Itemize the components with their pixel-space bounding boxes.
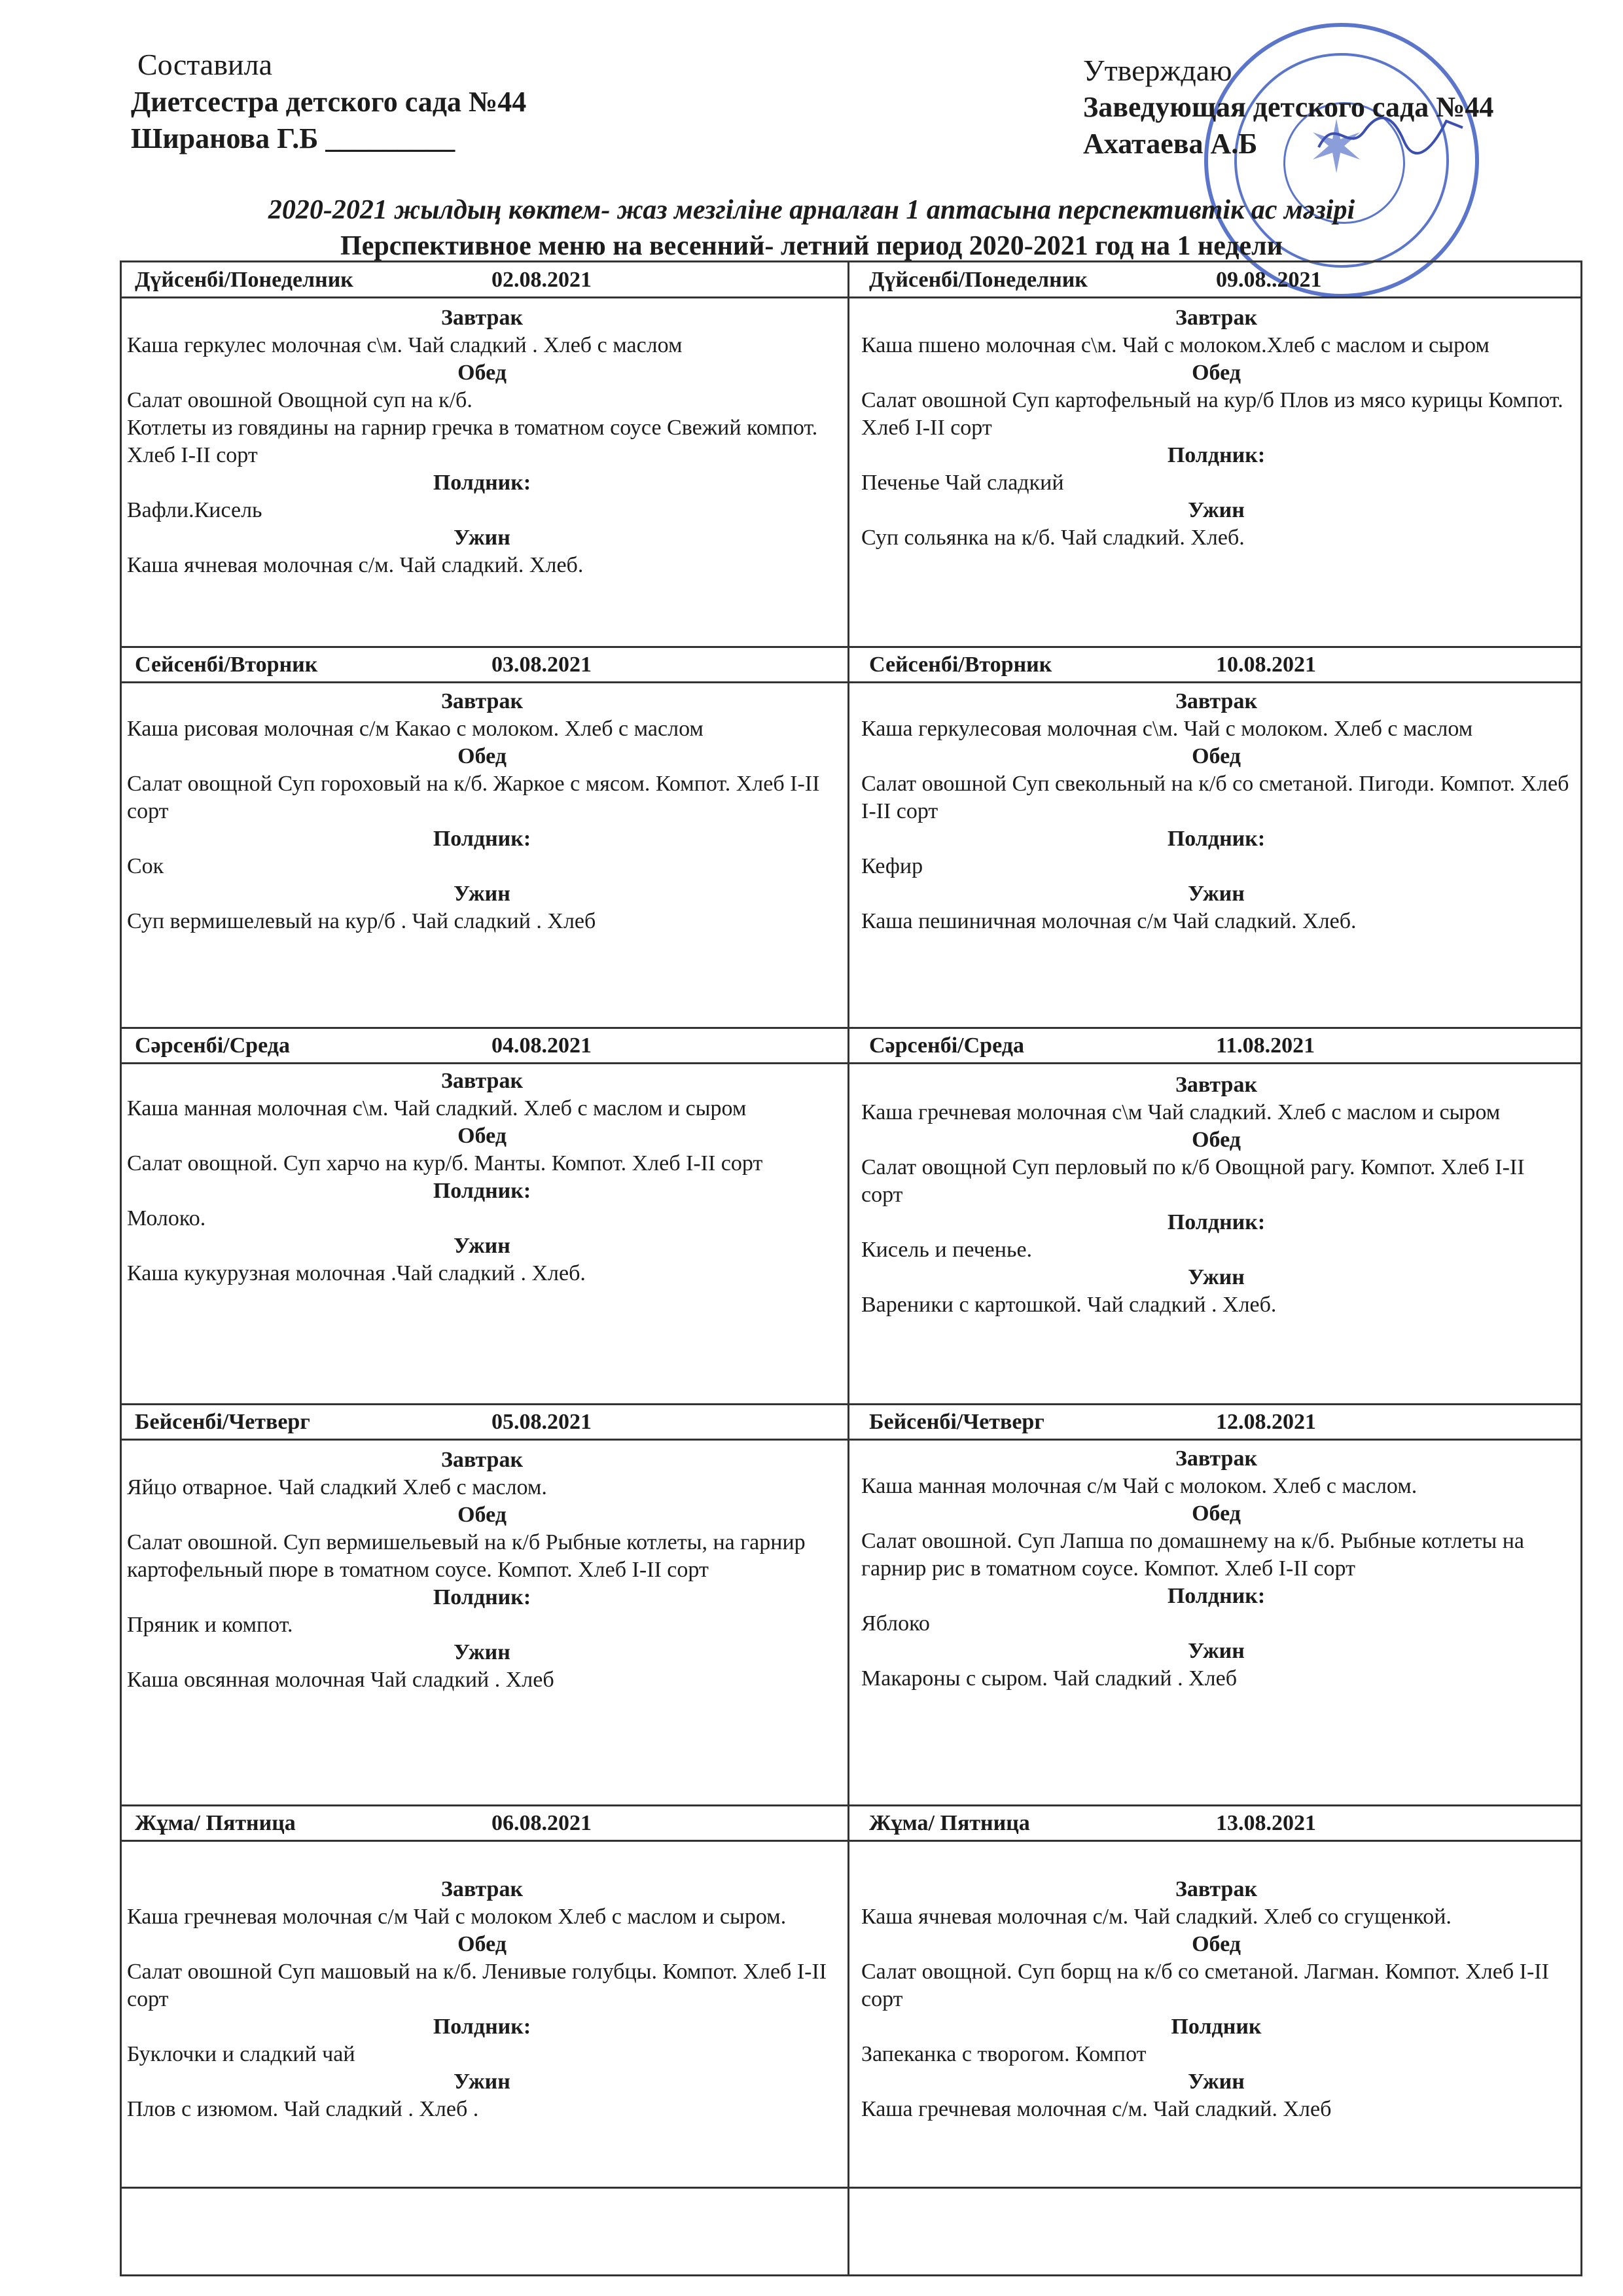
meal-dishes: Кефир — [861, 854, 923, 878]
meal-heading: Полдник: — [1167, 1210, 1266, 1234]
day-date: 11.08.2021 — [1216, 1033, 1315, 1058]
day-name: Жұма/ Пятница — [135, 1811, 296, 1835]
day-date: 13.08.2021 — [1216, 1811, 1316, 1835]
meal-heading: Обед — [457, 361, 507, 385]
day-date: 06.08.2021 — [491, 1811, 592, 1835]
compiler-name: Ширанова Г.Б _________ — [131, 122, 455, 154]
day-header-divider — [122, 1840, 1580, 1842]
compiled-by-block — [131, 46, 785, 157]
meal-heading: Полдник: — [433, 471, 531, 495]
day-name: Сәрсенбі/Среда — [135, 1033, 290, 1058]
meal-dishes: Яблоко — [861, 1611, 930, 1636]
day-date: 12.08.2021 — [1216, 1410, 1316, 1434]
meal-dishes: Салат овощной. Суп харчо на кур/б. Манты. Компот. Хлеб I-II сорт — [127, 1151, 763, 1175]
meal-heading: Ужин — [454, 1640, 510, 1664]
meal-heading: Ужин — [1188, 1639, 1245, 1663]
meal-dishes: Салат овошной. Суп Лапша по домашнему на к/б. Рыбные котлеты на гарнир рис в томатном соусе. Компот. Хлеб I-II сорт — [861, 1529, 1525, 1581]
day-menu-cell — [127, 304, 837, 579]
meal-dishes: Каша овсянная молочная Чай сладкий . Хлеб — [127, 1668, 554, 1692]
day-name: Бейсенбі/Четверг — [869, 1410, 1044, 1434]
meal-heading: Ужин — [454, 2070, 510, 2094]
day-date: 10.08.2021 — [1216, 653, 1316, 677]
day-name: Сейсенбі/Вторник — [869, 653, 1052, 677]
day-date: 04.08.2021 — [491, 1033, 592, 1058]
meal-heading: Завтрак — [440, 1448, 524, 1472]
meal-dishes: Каша манная молочная с\м. Чай сладкий. Хлеб с маслом и сыром — [127, 1096, 747, 1121]
day-menu-cell — [127, 1876, 837, 2123]
meal-dishes: Печенье Чай сладкий — [861, 471, 1064, 495]
meal-heading: Ужин — [1188, 498, 1245, 522]
meal-dishes: Каша пешиничная молочная с/м Чай сладкий. Хлеб. — [861, 909, 1357, 933]
meal-dishes: Каша ячневая молочная с/м. Чай сладкий. Хлеб. — [127, 553, 584, 577]
meal-dishes: Вареники с картошкой. Чай сладкий . Хлеб. — [861, 1293, 1277, 1317]
meal-dishes: Каша гречневая молочная с\м Чай сладкий. Хлеб с маслом и сыром — [861, 1100, 1501, 1124]
meal-heading: Обед — [457, 744, 507, 768]
column-divider — [847, 262, 849, 2274]
day-menu-cell — [127, 1446, 837, 1694]
meal-heading: Ужин — [454, 526, 510, 550]
day-menu-cell — [861, 1445, 1571, 1693]
meal-dishes: Каша кукурузная молочная .Чай сладкий . Хлеб. — [127, 1261, 586, 1285]
day-menu-cell — [861, 688, 1571, 935]
meal-heading: Полдник: — [433, 2015, 531, 2039]
meal-heading: Обед — [1192, 1501, 1241, 1526]
meal-dishes: Яйцо отварное. Чай сладкий Хлеб с маслом. — [127, 1475, 547, 1499]
day-header — [869, 1032, 1566, 1060]
meal-dishes: Сок — [127, 854, 164, 878]
day-name: Сәрсенбі/Среда — [869, 1033, 1024, 1058]
meal-heading: Завтрак — [440, 689, 524, 713]
menu-table — [120, 260, 1582, 2276]
meal-dishes: Каша геркулес молочная с\м. Чай сладкий . Хлеб с маслом — [127, 333, 683, 357]
day-header-divider — [122, 1439, 1580, 1441]
day-date: 05.08.2021 — [491, 1410, 592, 1434]
approved-by-block — [1083, 52, 1594, 162]
meal-heading: Обед — [1192, 1932, 1241, 1956]
day-header — [135, 266, 832, 294]
meal-heading: Завтрак — [1175, 1446, 1258, 1471]
meal-heading: Полдник: — [433, 827, 531, 851]
meal-dishes: Салат овошной Суп свекольный на к/б со сметаной. Пигоди. Компот. Хлеб I-II сорт — [861, 772, 1569, 823]
day-header — [869, 266, 1566, 294]
meal-heading: Завтрак — [1175, 1877, 1258, 1901]
meal-dishes: Суп сольянка на к/б. Чай сладкий. Хлеб. — [861, 526, 1245, 550]
meal-dishes: Салат овощной Суп гороховый на к/б. Жаркое с мясом. Компот. Хлеб I-II сорт — [127, 772, 820, 823]
meal-heading: Завтрак — [440, 1069, 524, 1093]
day-date: 02.08.2021 — [491, 268, 592, 292]
meal-heading: Ужин — [1188, 2070, 1245, 2094]
meal-heading: Ужин — [1188, 882, 1245, 906]
meal-dishes: Салат овощной Суп перловый по к/б Овощной рагу. Компот. Хлеб I-II сорт — [861, 1155, 1525, 1207]
meal-dishes: Кисель и печенье. — [861, 1238, 1033, 1262]
meal-dishes: Буклочки и сладкий чай — [127, 2042, 355, 2066]
meal-dishes: Молоко. — [127, 1206, 206, 1230]
page-title-kazakh: 2020-2021 жылдың көктем- жаз мезгіліне арналған 1 аптасына перспективтік ас мәзірі — [268, 195, 1355, 225]
meal-heading: Полдник: — [1167, 1584, 1266, 1608]
meal-heading: Завтрак — [440, 306, 524, 330]
meal-heading: Завтрак — [1175, 306, 1258, 330]
day-name: Бейсенбі/Четверг — [135, 1410, 310, 1434]
meal-heading: Обед — [1192, 744, 1241, 768]
day-menu-cell — [127, 688, 837, 935]
meal-heading: Полдник — [1171, 2015, 1262, 2039]
meal-dishes: Пряник и компот. — [127, 1613, 293, 1637]
approver-name: Ахатаева А.Б — [1083, 128, 1258, 160]
row-divider — [122, 2187, 1580, 2189]
meal-dishes: Каша гречневая молочная с/м Чай с молоком Хлеб с маслом и сыром. — [127, 1905, 787, 1929]
day-date: 09.08..2021 — [1216, 268, 1322, 292]
meal-dishes: Вафли.Кисель — [127, 498, 262, 522]
meal-heading: Полдник: — [1167, 443, 1266, 467]
meal-dishes: Салат овощной. Суп борщ на к/б со сметаной. Лагман. Компот. Хлеб I-II сорт — [861, 1960, 1549, 2011]
day-header-divider — [122, 1062, 1580, 1064]
row-divider — [122, 1027, 1580, 1029]
day-header — [869, 651, 1566, 679]
day-name: Дүйсенбі/Понеделник — [869, 268, 1088, 292]
compiler-position: Диетсестра детского сада №44 — [131, 86, 527, 118]
meal-heading: Полдник: — [1167, 827, 1266, 851]
meal-heading: Обед — [457, 1932, 507, 1956]
day-menu-cell — [861, 1876, 1571, 2123]
meal-dishes: Каша пшено молочная с\м. Чай с молоком.Хлеб с маслом и сыром — [861, 333, 1489, 357]
day-menu-cell — [127, 1067, 837, 1287]
meal-dishes: Запеканка с творогом. Компот — [861, 2042, 1147, 2066]
approver-position: Заведующая детского сада №44 — [1083, 91, 1494, 123]
meal-dishes: Каша ячневая молочная с/м. Чай сладкий. Хлеб со сгущенкой. — [861, 1905, 1452, 1929]
day-name: Дүйсенбі/Понеделник — [135, 268, 353, 292]
approved-by-caption: Утверждаю — [1083, 54, 1232, 87]
meal-dishes: Суп вермишелевый на кур/б . Чай сладкий . Хлеб — [127, 909, 596, 933]
day-header-divider — [122, 296, 1580, 298]
day-menu-cell — [861, 1071, 1571, 1319]
day-header — [135, 1810, 832, 1837]
meal-dishes: Макароны с сыром. Чай сладкий . Хлеб — [861, 1666, 1237, 1691]
meal-dishes: Каша геркулесовая молочная с\м. Чай с молоком. Хлеб с маслом — [861, 717, 1473, 741]
day-header — [135, 1408, 832, 1436]
day-header-divider — [122, 681, 1580, 683]
meal-heading: Ужин — [454, 1234, 510, 1258]
meal-heading: Завтрак — [1175, 689, 1258, 713]
meal-dishes: Плов с изюмом. Чай сладкий . Хлеб . — [127, 2097, 479, 2121]
compiled-by-caption: Составила — [137, 48, 273, 81]
meal-heading: Обед — [1192, 1128, 1241, 1152]
row-divider — [122, 646, 1580, 648]
day-header — [869, 1810, 1566, 1837]
meal-heading: Обед — [457, 1503, 507, 1527]
meal-heading: Обед — [457, 1124, 507, 1148]
row-divider — [122, 1403, 1580, 1405]
day-date: 03.08.2021 — [491, 653, 592, 677]
meal-dishes: Салат овошной Овощной суп на к/б. Котлеты из говядины на гарнир гречка в томатном соусе Свежий компот. Хлеб I-II сорт — [127, 388, 818, 467]
meal-dishes: Салат овошной. Суп вермишельевый на к/б Рыбные котлеты, на гарнир картофельный пюре в томатном соусе. Компот. Хлеб I-II сорт — [127, 1530, 806, 1582]
row-divider — [122, 1804, 1580, 1806]
meal-dishes: Каша гречневая молочная с/м. Чай сладкий. Хлеб — [861, 2097, 1332, 2121]
day-header — [135, 1032, 832, 1060]
meal-dishes: Салат овошной Суп машовый на к/б. Ленивые голубцы. Компот. Хлеб I-II сорт — [127, 1960, 827, 2011]
meal-dishes: Каша манная молочная с/м Чай с молоком. Хлеб с маслом. — [861, 1474, 1418, 1498]
meal-dishes: Салат овошной Суп картофельный на кур/б Плов из мясо курицы Компот. Хлеб I-II сорт — [861, 388, 1563, 440]
day-name: Сейсенбі/Вторник — [135, 653, 318, 677]
meal-heading: Завтрак — [1175, 1073, 1258, 1097]
meal-heading: Ужин — [454, 882, 510, 906]
day-menu-cell — [861, 304, 1571, 552]
meal-heading: Завтрак — [440, 1877, 524, 1901]
page-title-russian: Перспективное меню на весенний- летний период 2020-2021 год на 1 недели — [340, 231, 1283, 261]
day-header — [869, 1408, 1566, 1436]
meal-heading: Обед — [1192, 361, 1241, 385]
day-header — [135, 651, 832, 679]
meal-heading: Полдник: — [433, 1179, 531, 1203]
meal-heading: Полдник: — [433, 1585, 531, 1609]
day-name: Жұма/ Пятница — [869, 1811, 1030, 1835]
meal-dishes: Каша рисовая молочная с/м Какао с молоком. Хлеб с маслом — [127, 717, 704, 741]
seal-emblem-icon: ✶ — [1306, 108, 1367, 188]
meal-heading: Ужин — [1188, 1265, 1245, 1289]
